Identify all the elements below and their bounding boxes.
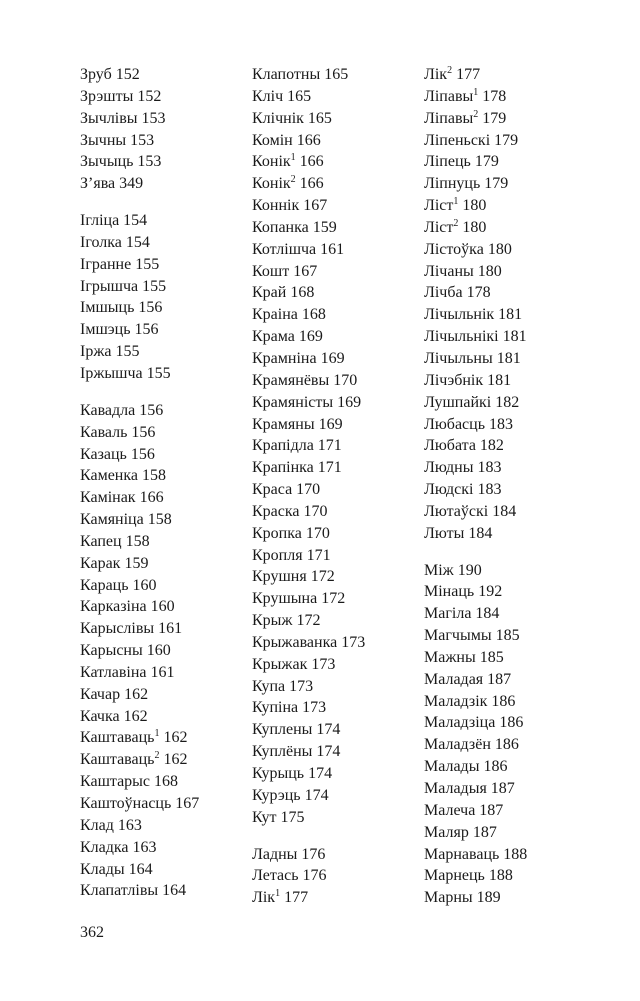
- index-entry: Копанка 159: [252, 218, 337, 236]
- index-entry: Камінак 166: [80, 489, 164, 507]
- index-entry: Камяніца 158: [80, 511, 172, 529]
- index-entry: Між 190: [424, 561, 482, 579]
- entry-page: 162: [159, 729, 188, 747]
- homonym-number: 1: [290, 152, 296, 164]
- index-entry: Лічыльны 181: [424, 349, 521, 367]
- index-entry: Коннік 167: [252, 197, 328, 215]
- section-gap: [80, 195, 199, 210]
- index-entry: Клапотны 165: [252, 66, 349, 83]
- index-entry: Крамяны 169: [252, 415, 343, 433]
- homonym-number: 2: [447, 65, 453, 76]
- index-entry: Курэць 174: [252, 786, 329, 804]
- index-entry: Малеча 187: [424, 801, 504, 819]
- homonym-number: 2: [154, 750, 160, 762]
- index-entry: Мажны 185: [424, 648, 504, 666]
- index-entry: Лічыльнікі 181: [424, 328, 527, 346]
- homonym-number: 1: [473, 86, 479, 98]
- entry-page: 177: [452, 66, 481, 83]
- entry-word: Ліст: [424, 197, 454, 215]
- index-entry: Карак 159: [80, 554, 149, 572]
- index-entry: Лічаны 180: [424, 262, 502, 280]
- index-entry: Лічэбнік 181: [424, 371, 512, 389]
- index-entry: Маладзён 186: [424, 736, 519, 754]
- section-gap: [80, 385, 199, 400]
- index-entry: Катлавіна 161: [80, 663, 175, 681]
- index-entry: Лічыльнік 181: [424, 306, 523, 324]
- index-entry: [80, 749, 199, 771]
- index-entry: Марны 189: [424, 889, 501, 907]
- index-entry: Ігранне 155: [80, 255, 160, 273]
- index-entry: Клапатлівы 164: [80, 882, 187, 900]
- index-entry: Кропля 171: [252, 546, 331, 564]
- entry-word: Лік: [424, 66, 448, 83]
- index-entry: Люты 184: [424, 524, 493, 542]
- index-entry: Кліч 165: [252, 87, 312, 105]
- index-entry: Магіла 184: [424, 605, 500, 623]
- index-entry: Крапінка 171: [252, 459, 342, 477]
- index-entry: Крыжаванка 173: [252, 633, 366, 651]
- index-entry: Зычны 153: [80, 131, 155, 149]
- index-entry: [80, 727, 199, 749]
- index-entry: Качка 162: [80, 707, 148, 725]
- index-entry: Марнець 188: [424, 867, 513, 885]
- index-entry: Маладзіца 186: [424, 714, 524, 732]
- index-entry: Лютаўскі 184: [424, 502, 517, 520]
- index-entry: Краска 170: [252, 502, 328, 520]
- homonym-number: 2: [453, 217, 459, 229]
- index-entry: Крама 169: [252, 328, 323, 346]
- index-entry: Краса 170: [252, 481, 321, 499]
- index-entry: Іголка 154: [80, 233, 150, 251]
- index-entry: Зычлівы 153: [80, 109, 166, 127]
- index-entry: Казаць 156: [80, 445, 155, 463]
- section-gap: [424, 545, 527, 560]
- entry-page: 180: [458, 218, 487, 236]
- homonym-number: 1: [154, 728, 160, 740]
- entry-word: Каштаваць: [80, 729, 155, 747]
- index-entry: Лушпайкі 182: [424, 393, 520, 411]
- index-entry: Марнаваць 188: [424, 845, 528, 863]
- index-entry: Маладыя 187: [424, 780, 515, 797]
- index-entry: Карысны 160: [80, 642, 171, 660]
- index-entry: Клады 164: [80, 860, 153, 878]
- index-entry: Каваль 156: [80, 423, 156, 441]
- index-entry: Лістоўка 180: [424, 240, 512, 258]
- index-entry: Маляр 187: [424, 823, 497, 841]
- index-entry: Малады 186: [424, 758, 508, 776]
- entry-word: Ліпавы: [424, 109, 474, 127]
- homonym-number: 2: [473, 108, 479, 120]
- index-entry: [424, 108, 527, 130]
- page-number: 362: [80, 924, 104, 941]
- index-entry: Зруб 152: [80, 66, 140, 83]
- index-entry: Клад 163: [80, 816, 142, 834]
- index-entry: Ліпець 179: [424, 153, 499, 171]
- section-gap: [252, 829, 365, 844]
- entry-page: 180: [458, 197, 487, 215]
- index-entry: Крушына 172: [252, 590, 346, 608]
- index-entry: Крапідла 171: [252, 437, 342, 455]
- index-column-3: [424, 64, 527, 909]
- index-entry: Курыць 174: [252, 765, 333, 782]
- index-entry: Качар 162: [80, 685, 149, 703]
- index-entry: Людны 183: [424, 459, 502, 477]
- index-entry: Крыж 172: [252, 612, 321, 630]
- index-entry: Край 168: [252, 284, 315, 302]
- index-entry: Любасць 183: [424, 415, 514, 433]
- homonym-number: 1: [275, 888, 281, 900]
- index-entry: Клічнік 165: [252, 109, 332, 127]
- index-entry: Караць 160: [80, 576, 157, 594]
- index-entry: [252, 151, 365, 173]
- index-entry: Кошт 167: [252, 262, 318, 280]
- homonym-number: 1: [453, 196, 459, 208]
- index-entry: Кут 175: [252, 808, 305, 826]
- index-entry: Комін 166: [252, 131, 321, 149]
- index-entry: Карказіна 160: [80, 598, 175, 616]
- entry-page: 178: [478, 87, 507, 105]
- index-entry: Іржышча 155: [80, 364, 171, 382]
- index-entry: [424, 195, 527, 217]
- index-entry: Краіна 168: [252, 306, 326, 324]
- index-entry: Ліпнуць 179: [424, 175, 509, 193]
- index-entry: Каштоўнасць 167: [80, 795, 200, 812]
- index-entry: Купіна 173: [252, 699, 327, 717]
- index-entry: Каштарыс 168: [80, 773, 179, 791]
- entry-page: 166: [295, 153, 324, 171]
- entry-word: Конік: [252, 153, 291, 171]
- index-entry: Маладая 187: [424, 670, 512, 688]
- entry-word: Конік: [252, 175, 291, 193]
- entry-page: 177: [280, 889, 309, 907]
- index-entry: Кропка 170: [252, 524, 330, 542]
- index-entry: Капец 158: [80, 532, 150, 550]
- index-entry: Крамянёвы 170: [252, 371, 358, 389]
- entry-page: 166: [295, 175, 324, 193]
- index-entry: Крамяністы 169: [252, 393, 362, 411]
- index-entry: Крыжак 173: [252, 655, 336, 673]
- index-column-1: [80, 64, 199, 902]
- index-entry: Крушня 172: [252, 568, 335, 586]
- index-entry: З’ява 349: [80, 175, 144, 193]
- index-entry: Магчымы 185: [424, 627, 520, 645]
- index-entry: Зычыць 153: [80, 153, 162, 171]
- homonym-number: 2: [290, 174, 296, 186]
- index-entry: [424, 217, 527, 239]
- index-entry: Куплёны 174: [252, 743, 341, 761]
- index-entry: Кладка 163: [80, 838, 157, 856]
- index-entry: Карыслівы 161: [80, 620, 183, 638]
- index-entry: [252, 887, 365, 909]
- index-entry: Крамніна 169: [252, 349, 345, 367]
- index-entry: Каменка 158: [80, 467, 166, 485]
- index-entry: Купа 173: [252, 677, 314, 695]
- index-entry: Любата 182: [424, 437, 504, 455]
- index-entry: Людскі 183: [424, 481, 502, 499]
- index-entry: Маладзік 186: [424, 692, 516, 710]
- index-entry: Лічба 178: [424, 284, 491, 302]
- index-entry: [252, 173, 365, 195]
- entry-word: Ліст: [424, 218, 454, 236]
- index-entry: Ладны 176: [252, 845, 326, 863]
- entry-page: 179: [478, 109, 507, 127]
- index-entry: Ліпеньскі 179: [424, 131, 519, 149]
- index-entry: [424, 64, 527, 86]
- index-column-2: [252, 64, 365, 909]
- index-entry: Імшэць 156: [80, 321, 159, 339]
- index-entry: Мінаць 192: [424, 583, 503, 601]
- index-entry: Куплены 174: [252, 721, 341, 739]
- index-entry: Імшыць 156: [80, 299, 163, 317]
- index-entry: Іржа 155: [80, 343, 140, 361]
- index-entry: Ігрышча 155: [80, 277, 167, 295]
- entry-word: Каштаваць: [80, 751, 155, 769]
- index-entry: Котлішча 161: [252, 240, 345, 258]
- index-entry: Кавадла 156: [80, 401, 164, 419]
- index-entry: Зрэшты 152: [80, 87, 162, 105]
- index-entry: Ігліца 154: [80, 212, 148, 230]
- entry-word: Лік: [252, 889, 276, 907]
- entry-word: Ліпавы: [424, 87, 474, 105]
- entry-page: 162: [159, 751, 188, 769]
- index-entry: [424, 86, 527, 108]
- index-entry: Летась 176: [252, 867, 327, 885]
